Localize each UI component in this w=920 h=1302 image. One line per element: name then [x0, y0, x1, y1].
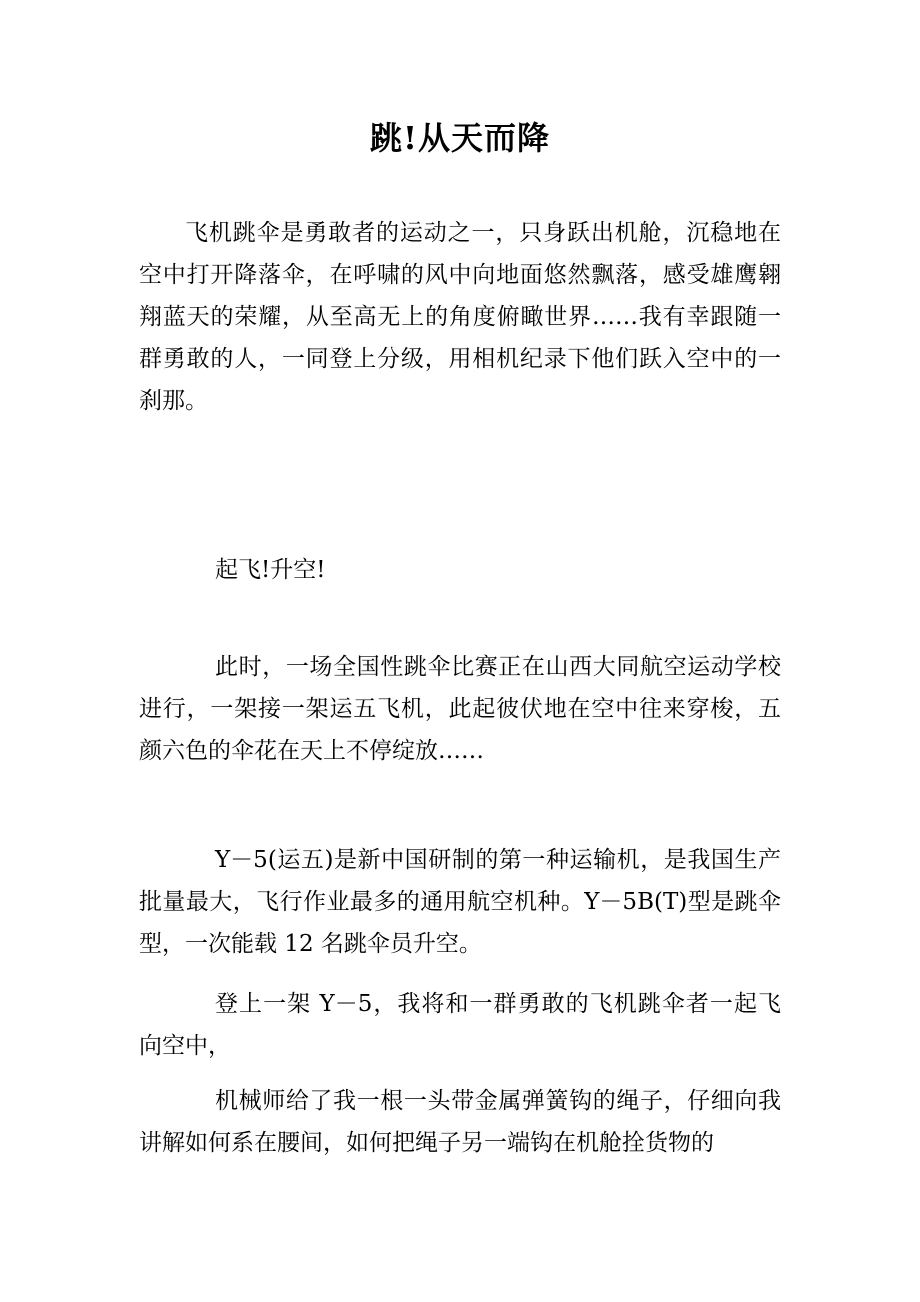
paragraph-y5-aircraft: Y－5(运五)是新中国研制的第一种运输机，是我国生产批量最大，飞行作业最多的通用航空机种。Y－5B(T)型是跳伞型，一次能载 12 名跳伞员升空。 — [139, 847, 781, 957]
paragraph-intro: 飞机跳伞是勇敢者的运动之一，只身跃出机舱，沉稳地在空中打开降落伞，在呼啸的风中向地面悠然飘落，感受雄鹰翱翔蓝天的荣耀，从至高无上的角度俯瞰世界……我有幸跟随一群勇敢的人，一同登上分级，用相机纪录下他们跃入空中的一刹那。 — [139, 220, 781, 414]
paragraph-mechanic: 机械师给了我一根一头带金属弹簧钩的绳子，仔细向我讲解如何系在腰间，如何把绳子另一端钩在机舱拴货物的 — [139, 1088, 781, 1156]
paragraph-boarding: 登上一架 Y－5，我将和一群勇敢的飞机跳伞者一起飞向空中， — [139, 991, 781, 1059]
section-heading-takeoff: 起飞!升空! — [215, 557, 326, 583]
paragraph-competition: 此时，一场全国性跳伞比赛正在山西大同航空运动学校进行，一架接一架运五飞机，此起彼伏地在空中往来穿梭，五颜六色的伞花在天上不停绽放…… — [139, 654, 781, 764]
document-title: 跳!从天而降 — [369, 119, 551, 157]
